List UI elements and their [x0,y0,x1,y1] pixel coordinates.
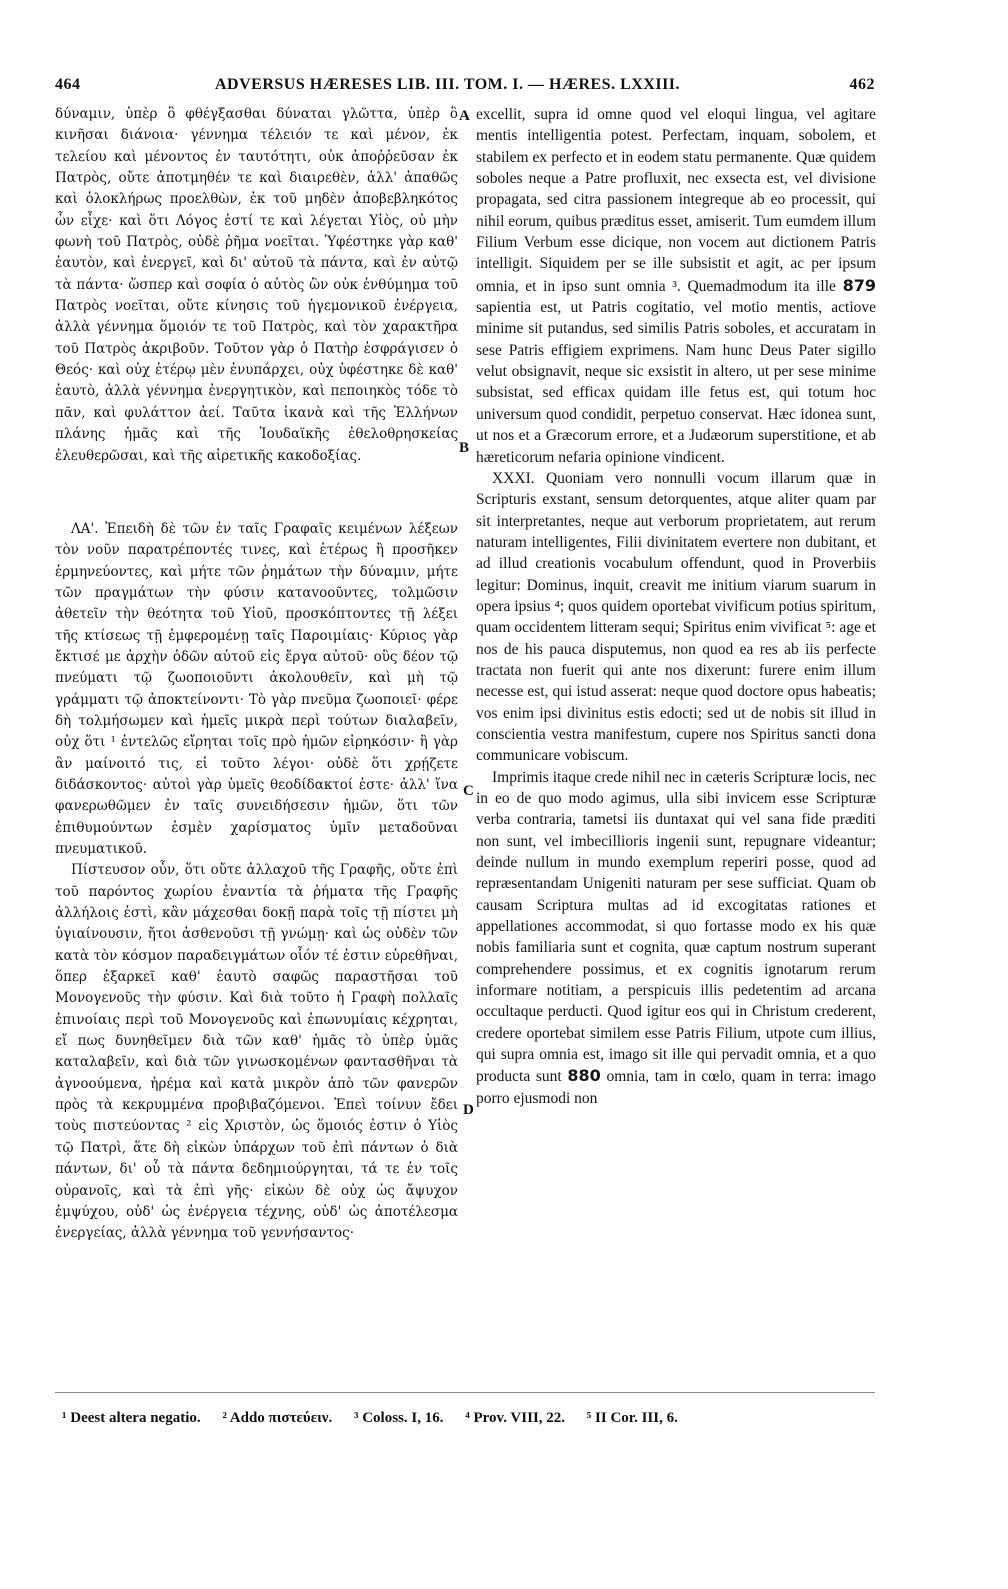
latin-paragraph-1-start: excellit, supra id omne quod vel eloqui lingua, vel agitare mentis intelligentia potest. Perfectam, inquam, sobolem, et stabilem ex perfecto et in eodem statu permanente. Quæ quidem soboles neque a Patre profluxit, nec exsecta est, vel divisione propagata, sed citra passionem integreque ab eo processit, qui nihil eorum, quibus præditus esset, amiserit. Tum eumdem illum Filium Verbum esse dicique, non vocem aut dictionem Patris intelligit. Siquidem per se ille subsistit et agit, ac per ipsum omnia, et in ipso sunt omnia ³. Quemadmodum ita ille [476,106,876,295]
footnote-divider [55,1392,875,1393]
latin-paragraph-2: XXXI. Quoniam vero nonnulli vocum illarum quæ in Scripturis exstant, sensum detorquentes, atque aliter quam par sit interpretantes, neque aut verborum proprietatem, aut rerum naturam intelligentes, Filii divinitatem evertere non dubitant, et ad illud creationis vocabulum offendunt, quod in Proverbiis legitur: Dominus, inquit, creavit me initium viarum suarum in opera ipsius ⁴; quos quidem oportebat vivificum potius spiritum, quam occidentem litteram sequi; Spiritus enim vivificat ⁵: age et nos de his pauca disputemus, non quod ea res ab iis perfecte tractata non fuerit qui ante nos dixerunt: furere enim illum necesse est, qui istud asserat: neque quod doctore opus habeatis; vos enim ipsi divinitus estis edocti; sed ut de nobis sit illud in conscientia vestra manifestum, cupere nos Spiritus sancti dona communicare vobiscum. [476,469,876,765]
margin-marker-d: D [463,1102,474,1118]
column-number-879: 879 [842,275,877,295]
latin-paragraph-3 [476,767,876,1110]
running-header [55,76,875,100]
footnote-3: ³ Coloss. I, 16. [353,1410,444,1426]
latin-paragraph-1 [476,104,876,468]
margin-marker-c: C [463,783,474,799]
footnote-1: ¹ Deest altera negatio. [62,1410,201,1426]
page-number-left: 464 [55,76,81,93]
greek-column [55,104,458,1245]
latin-column [476,104,876,1109]
footnote-4: ⁴ Prov. VIII, 22. [465,1410,566,1426]
margin-marker-b: B [459,440,470,456]
column-number-880: 880 [567,1066,601,1086]
footnote-5: ⁵ II Cor. III, 6. [586,1410,678,1426]
running-title: ADVERSUS HÆRESES LIB. III. TOM. I. — HÆRES. LXXIII. [215,76,681,93]
page-number-right: 462 [849,76,875,93]
greek-paragraph-1: δύναμιν, ὑπὲρ ὃ φθέγξασθαι δύναται γλῶττα, ὑπὲρ ὃ κινῆσαι διάνοια· γέννημα τέλειόν τε καὶ μένον, ἐκ τελείου καὶ μένοντος ἐν ταυτότητι, οὐκ ἀποῤῥεῦσαν ἐκ Πατρὸς, οὔτε ἀποτμηθέν τε καὶ διαιρεθὲν, ἀλλ' ἀπαθῶς καὶ ὁλοκλήρως προελθὼν, ἐκ τοῦ μηδὲν ἀποβεβληκότος ὧν εἶχε· καὶ ὅτι Λόγος ἐστί τε καὶ λέγεται Υἱὸς, οὐ μὴν φωνὴ τοῦ Πατρὸς, οὐδὲ ῥῆμα νοεῖται. Ὑφέστηκε γὰρ καθ' ἑαυτὸν, καὶ ἐνεργεῖ, καὶ δι' αὐτοῦ τὰ πάντα, καὶ ἐν αὐτῷ τὰ πάντα· ὥσπερ καὶ σοφία ὁ αὐτὸς ὢν οὐκ ἐνθύμημα τοῦ Πατρὸς νοεῖται, οὔτε κίνησις τοῦ ἡγεμονικοῦ ἐνέργεια, ἀλλὰ γέννημα ὅμοιόν τε τοῦ Πατρὸς, καὶ τὸν χαρακτῆρα τοῦ Πατρὸς ἀκριβοῦν. Τοῦτον γὰρ ὁ Πατὴρ ἐσφράγισεν ὁ Θεός· καὶ οὐχ ἑτέρῳ μὲν ἐνυπάρχει, οὐχ ὑφέστηκε δὲ καθ' ἑαυτὸ, ἀλλὰ γέννημα ἐνεργητικὸν, καὶ πεποιηκὸς τόδε τὸ πᾶν, καὶ φυλάττον ἀεί. Ταῦτα ἱκανὰ καὶ τῆς Ἑλλήνων πλάνης ἡμᾶς καὶ τῆς Ἰουδαϊκῆς ἐθελοθρησκείας ἐλευθερῶσαι, καὶ τῆς αἱρετικῆς κακοδοξίας. [55,106,458,464]
latin-paragraph-3-start: Imprimis itaque crede nihil nec in cæteris Scripturæ locis, nec in eo de quo modo agimus, ulla sibi invicem esse Scripturæ verba contraria, tametsi iis duntaxat qui vel sana fide præditi non sunt, vel imbecillioris ingenii sunt, repugnare videantur; deinde nullum in mundo exemplum reperiri posse, quod ad repræsentandam Unigeniti naturam per sese sufficiat. Quam ob causam Scriptura multas ad id excogitatas rationes et appellationes accommodat, si quo fortasse modo ex his quæ nobis familiaria sunt et cognita, quæ captum nostrum superant comprehendere possimus, et ex cognitis ignotarum rerum informare notitiam, a perspicuis illis pedetentim ad arcana occultaque perducti. Quod igitur eos qui in Christum crederent, credere oportebat similem esse Patris Filium, utpote cum illius, qui supra omnia est, imago sit ille qui pervadit omnia, et a quo producta sunt [476,768,876,1086]
footnote-2: ² Addo πιστεύειν. [222,1410,333,1426]
greek-paragraph-2: ΛΑ'. Ἐπειδὴ δὲ τῶν ἐν ταῖς Γραφαῖς κειμένων λέξεων τὸν νοῦν παρατρέποντές τινες, καὶ ἑτέρως ἢ προσῆκεν ἑρμηνεύοντες, καὶ μήτε τῶν ῥημάτων τὴν δύναμιν, μήτε τῶν πραγμάτων τὴν φύσιν καταvοοῦντες, τολμῶσιν ἀθετεῖν τὴν θεότητα τοῦ Υἱοῦ, προσκόπτοντες τῇ λέξει τῆς κτίσεως τῇ ἐμφερομένῃ ταῖς Παροιμίαις· Κύριος γὰρ ἔκτισέ με ἀρχὴν ὁδῶν αὐτοῦ εἰς ἔργα αὐτοῦ· οὓς δέον τῷ πνεύματι τῷ ζωοποιοῦντι ἀκολουθεῖν, καὶ μὴ τῷ γράμματι τῷ ἀποκτείνοντι· Τὸ γὰρ πνεῦμα ζωοποιεῖ· φέρε δὴ τολμήσωμεν καὶ ἡμεῖς μικρὰ περὶ τούτων διαλαβεῖν, οὐχ ὅτι ¹ ἐντελῶς εἴρηται τοῖς πρὸ ἡμῶν εἰρηκόσιν· ἢ γὰρ ἂν μαίνοιτό τις, εἰ τοῦτο λέγοι· οὐδὲ ὅτι χρῄζετε διδάσκοντος· αὐτοὶ γὰρ ὑμεῖς θεοδίδακτοί ἐστε· ἀλλ' ἵνα φανερωθῶμεν ἐν ταῖς συνειδήσεσιν ἡμῶν, ὅτι τῶν ἐπιθυμούντων ἐσμὲν χαρίσματος ὑμῖν μεταδοῦναι πνευματικοῦ. [55,520,458,857]
latin-paragraph-3-end: omnia, tam in cœlo, quam in terra: imago porro ejusmodi non [476,1068,876,1107]
margin-marker-a: A [459,108,470,124]
greek-paragraph-3: Πίστευσον οὖν, ὅτι οὔτε ἀλλαχοῦ τῆς Γραφῆς, οὔτε ἐπὶ τοῦ παρόντος χωρίου ἐναντία τὰ ῥήματα τῆς Γραφῆς ἀλλήλοις ἐστὶ, κἂν μάχεσθαι δοκῇ παρὰ τοῖς τῇ πίστει μὴ ὑγιαίνουσιν, ἤτοι ἀσθενοῦσι τῇ γνώμῃ· καὶ ὡς οὐδὲν τῶν κατὰ τὸν κόσμον παραδειγμάτων οἷόν τέ ἐστιν εὑρεθῆναι, ὅπερ ἐξαρκεῖ καθ' ἑαυτὸ σαφῶς παραστῆσαι τοῦ Μονογενοῦς τὴν φύσιν. Καὶ διὰ τοῦτο ἡ Γραφὴ πολλαῖς ἐπινοίαις περὶ τοῦ Μονογενοῦς καὶ ἐπωνυμίαις κέχρηται, εἴ πως δυνηθεῖμεν διὰ τῶν καθ' ἡμᾶς τὸ ὑπὲρ ὑμᾶς καταλαβεῖν, καὶ διὰ τῶν γινωσκομένων φαντασθῆναι τὰ ἀγνοούμενα, ἠρέμα καὶ κατὰ μικρὸν ἀπὸ τῶν φανερῶν πρὸς τὰ κεκρυμμένα προβιβαζόμενοι. Ἐπεὶ τοίνυν ἔδει τοὺς πιστεύοντας ² εἰς Χριστὸν, ὡς ὅμοιός ἐστιν ὁ Υἱὸς τῷ Πατρὶ, ἅτε δὴ εἰκὼν ὑπάρχων τοῦ ἐπὶ πάντων ὁ διὰ πάντων, δι' οὗ τὰ πάντα δεδημιούργηται, τά τε ἐν τοῖς οὐρανοῖς, καὶ τὰ ἐπὶ γῆς· εἰκὼν δὲ οὐχ ὡς ἄψυχον ἐμψύχου, οὐδ' ὡς ἐνέργεια τέχνης, οὐδ' ὡς ἀποτέλεσμα ἐνεργείας, ἀλλὰ γέννημα τοῦ γεννήσαντος· [55,862,458,1242]
section-spacer [55,467,458,519]
footnotes [62,1410,882,1427]
latin-paragraph-1-end: sapientia est, ut Patris cogitatio, vel motio mentis, actiove minime sit putandus, sed similis Patris soboles, et accuratam in sese Patris effigiem exprimens. Nam hunc Deus Pater sigillo velut obsignavit, neque sic exsistit in altero, ut per sese minime subsistat, sed efficax quidam ille fetus est, qui totum hoc universum quod condidit, perpetuo conservat. Hæc idonea sunt, ut nos et a Græcorum errore, et a Judæorum superstitione, et ab hæreticorum nefaria opinione vindicent. [476,299,876,466]
